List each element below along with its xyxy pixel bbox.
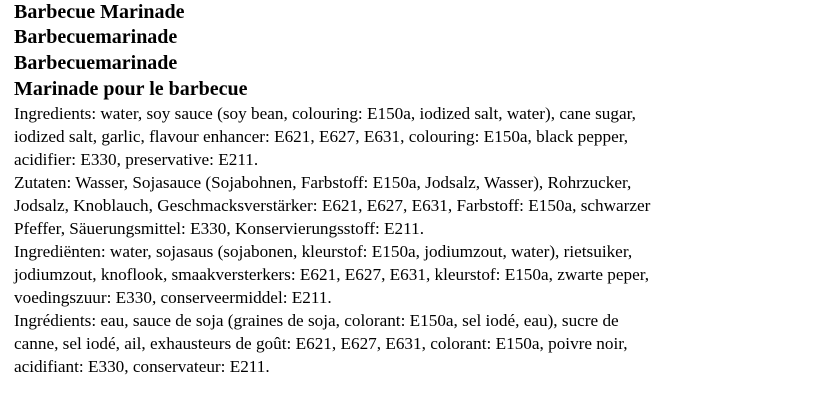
title-german: Barbecuemarinade (14, 26, 178, 48)
ingredients-english: Ingredients: water, soy sauce (soy bean, colouring: E150a, iodized salt, water), cane sugar, iodized salt, garlic, flavour enhancer: E621, E627, E631, colouring: E150a, black pepper, acidifier: E330, preservative: E211. (14, 104, 636, 169)
ingredients-label-document (14, 0, 814, 378)
title-french: Marinade pour le barbecue (14, 78, 248, 100)
ingredients-dutch: Ingrediënten: water, sojasaus (sojabonen, kleurstof: E150a, jodiumzout, water), rietsuiker, jodiumzout, knoflook, smaakversterkers: E621, E627, E631, kleurstof: E150a, zwarte peper, voedingszuur: E330, conserveermiddel: E211. (14, 242, 650, 307)
title-english: Barbecue Marinade (14, 1, 185, 23)
title-dutch: Barbecuemarinade (14, 52, 178, 74)
ingredients-german: Zutaten: Wasser, Sojasauce (Sojabohnen, Farbstoff: E150a, Jodsalz, Wasser), Rohrzucker, Jodsalz, Knoblauch, Geschmacksverstärker: E621, E627, E631, Farbstoff: E150a, schwarzer Pfeffer, Säuerungsmittel: E330, Konservierungsstoff: E211. (14, 173, 651, 238)
ingredients-french: Ingrédients: eau, sauce de soja (graines de soja, colorant: E150a, sel iodé, eau), sucre de canne, sel iodé, ail, exhausteurs de goût: E621, E627, E631, colorant: E150a, poivre noir, acidifiant: E330, conservateur: E211. (14, 311, 628, 376)
